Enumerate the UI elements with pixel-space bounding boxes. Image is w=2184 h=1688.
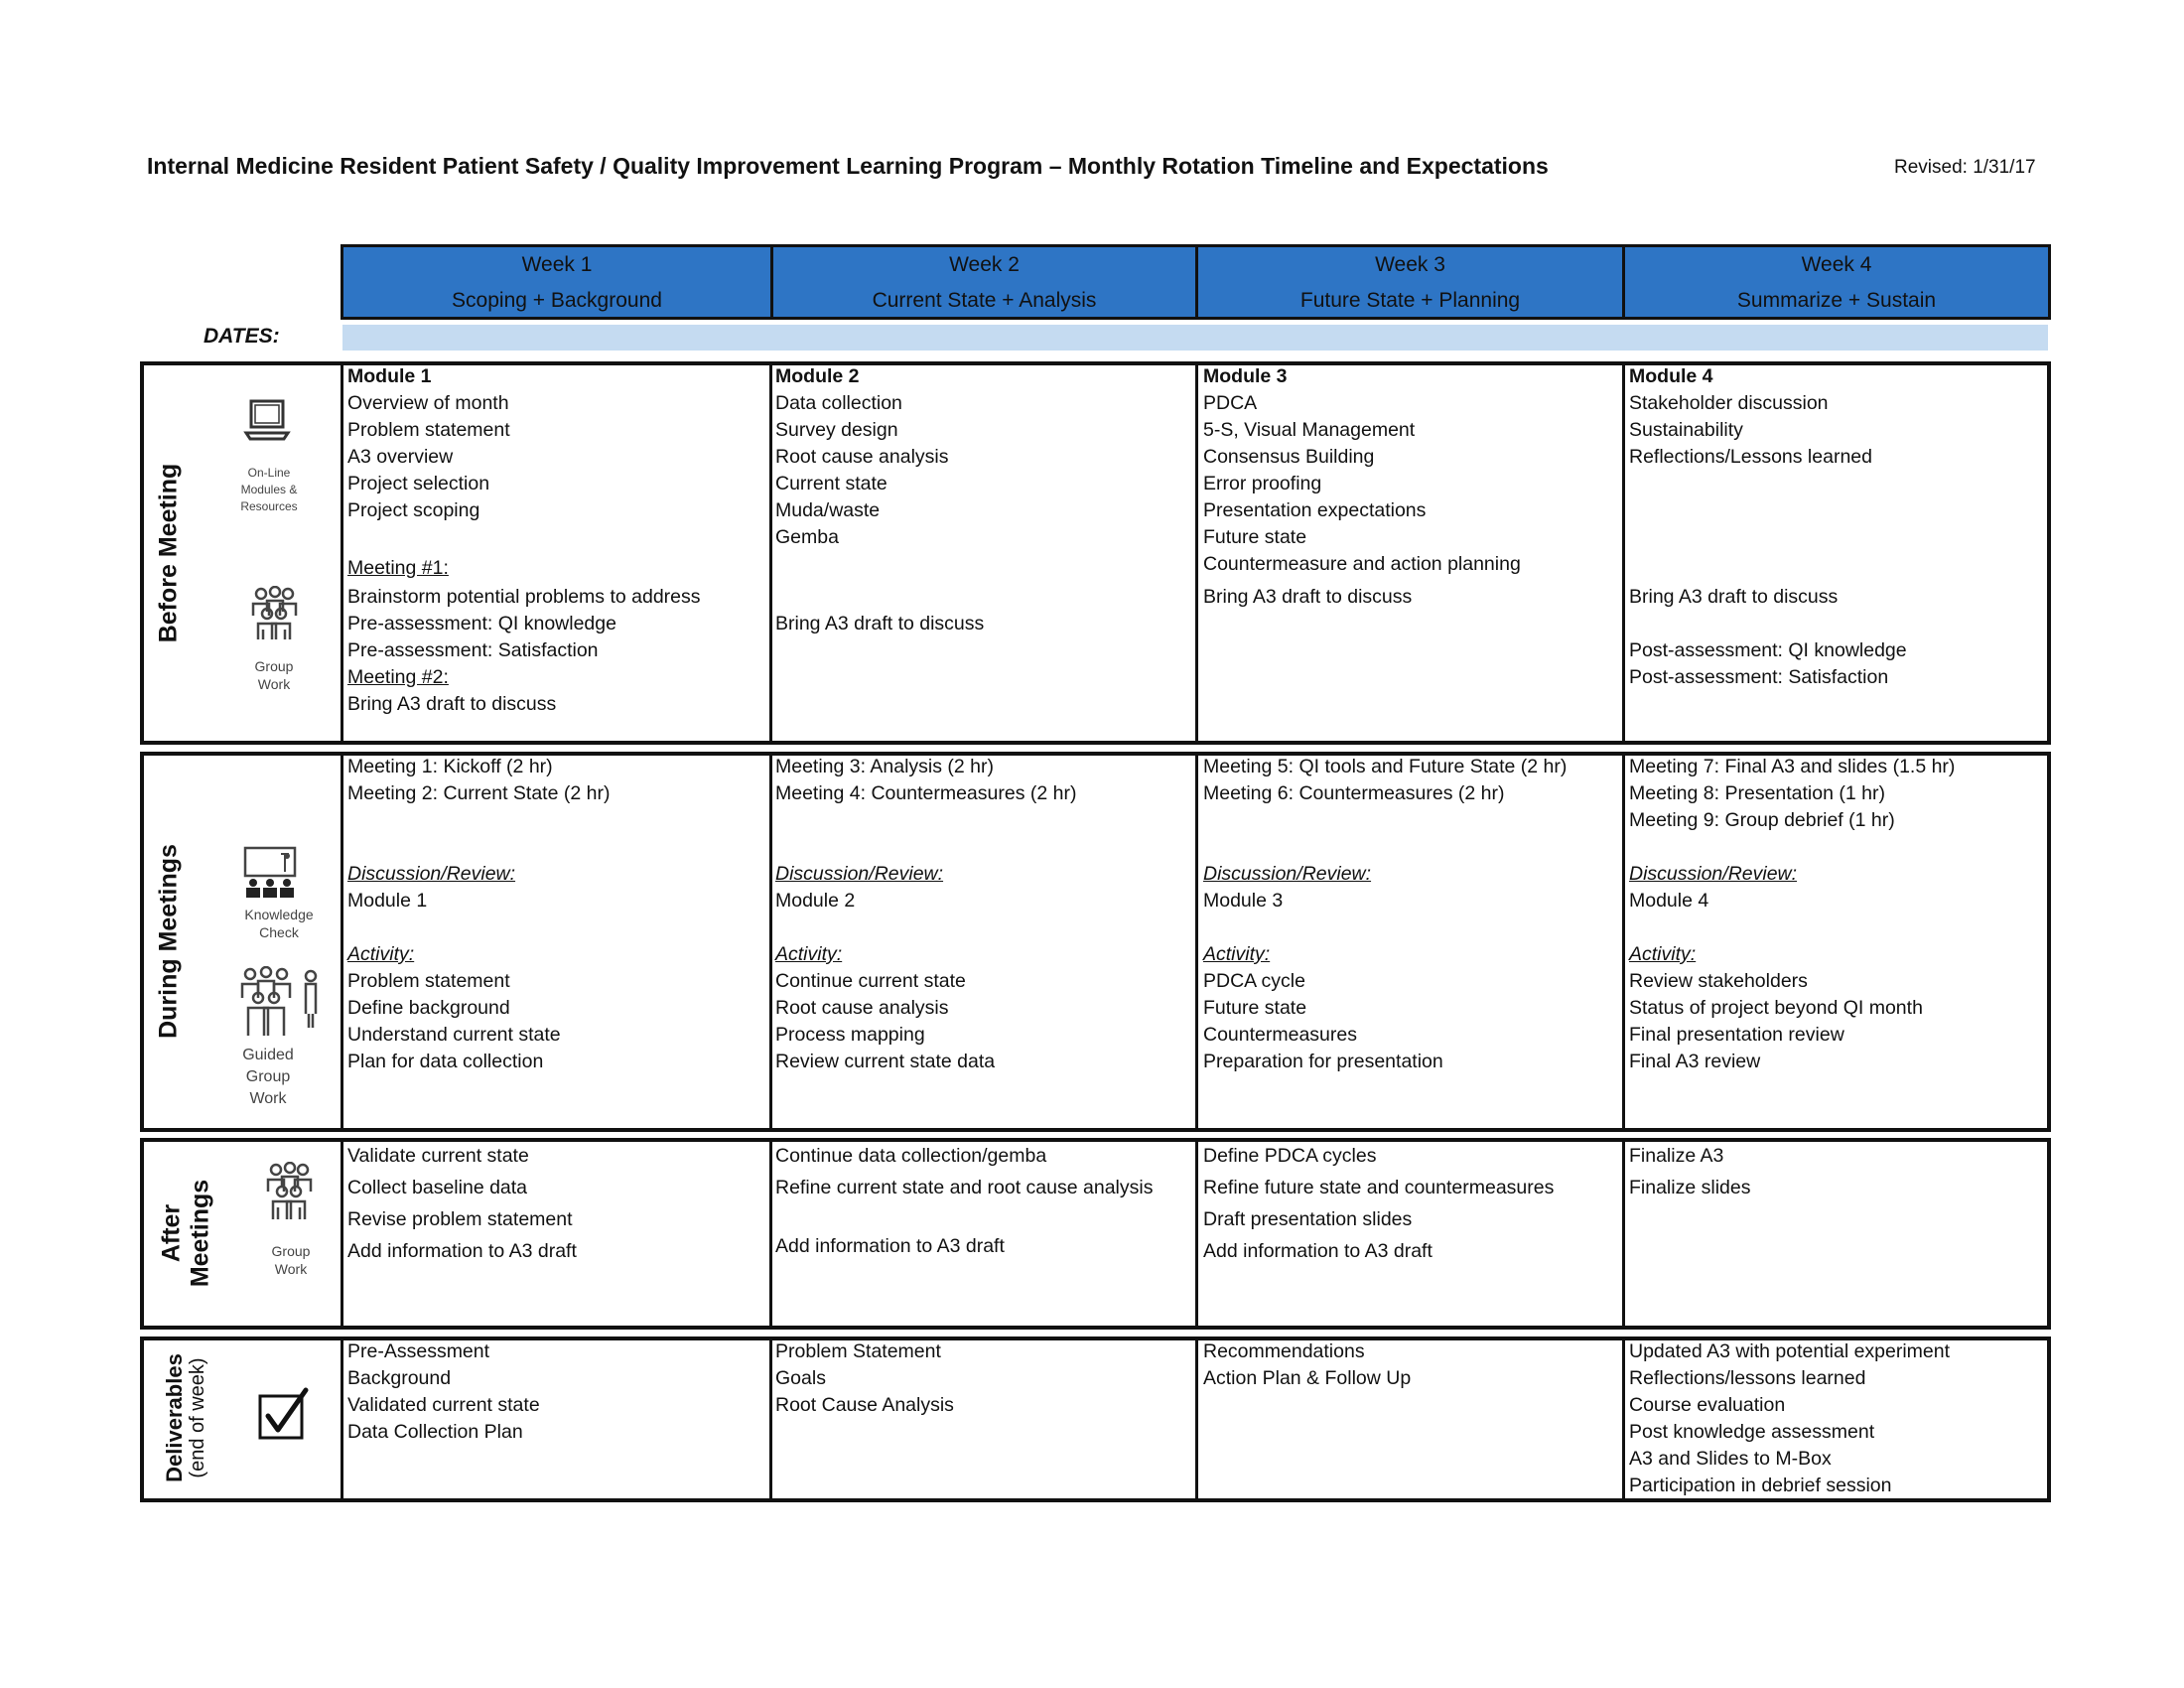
row-label-after-meetings: After Meetings: [157, 1179, 213, 1288]
icon-caption-guided-group-work: Guided Group Work: [242, 1047, 294, 1107]
week-theme: Summarize + Sustain: [1736, 289, 1937, 312]
week-theme: Current State + Analysis: [872, 289, 1097, 312]
column-divider: [1622, 752, 1625, 1132]
before-week4-cell: Module 4 Stakeholder discussion Sustainability Reflections/Lessons learned Bring A3 draft to discuss Post-assessment: QI knowledge Post-assessment: Satisfaction: [1629, 365, 1907, 688]
deliverables-week4-cell: Updated A3 with potential experiment Reflections/lessons learned Course evaluation Post knowledge assessment A3 and Slides to M-Box Participation in debrief session: [1629, 1340, 1951, 1496]
week-header-3: [1195, 244, 1625, 320]
column-divider: [1195, 1336, 1198, 1502]
column-divider: [341, 1336, 343, 1502]
row-label-during-meetings: During Meetings: [154, 844, 183, 1039]
group-icon: [245, 586, 303, 645]
after-week4-cell: Finalize A3 Finalize slides: [1629, 1145, 1751, 1198]
page-title: Internal Medicine Resident Patient Safety / Quality Improvement Learning Program – Monthly Rotation Timeline and Expectations: [147, 153, 1549, 179]
dates-label: DATES:: [204, 325, 280, 348]
during-week2-cell: Meeting 3: Analysis (2 hr) Meeting 4: Countermeasures (2 hr) Discussion/Review: Module 2 Activity: Continue current state Root cause analysis Process mapping Review current state data: [775, 756, 1077, 1072]
column-divider: [769, 1336, 772, 1502]
column-divider: [1195, 1138, 1198, 1330]
column-divider: [1622, 361, 1625, 745]
icon-caption-group-work: Group Work: [254, 658, 294, 692]
revised-date: Revised: 1/31/17: [1894, 157, 2036, 178]
presentation-icon: [241, 846, 299, 900]
week-header-1: [341, 244, 773, 320]
week-header-4: [1622, 244, 2051, 320]
deliverables-week2-cell: Problem Statement Goals Root Cause Analysis: [775, 1340, 954, 1416]
icon-caption-group-work: Group Work: [271, 1243, 311, 1277]
week-theme: Future State + Planning: [1299, 289, 1521, 312]
column-divider: [341, 1138, 343, 1330]
before-week1-cell: Module 1 Overview of month Problem statement A3 overview Project selection Project scoping Meeting #1: Brainstorm potential problems to address Pre-assessment: QI knowledge Pre-assessment: Satisfaction Meeting #2: Bring A3 draft to discuss: [347, 365, 701, 715]
column-divider: [1622, 1138, 1625, 1330]
checkbox-checked-icon: [256, 1386, 312, 1442]
icon-caption-knowledge-check: Knowledge Check: [244, 907, 314, 940]
deliverables-week3-cell: Recommendations Action Plan & Follow Up: [1203, 1340, 1412, 1389]
before-week3-cell: Module 3 PDCA 5-S, Visual Management Consensus Building Error proofing Presentation expectations Future state Countermeasure and action planning Bring A3 draft to discuss: [1203, 365, 1521, 608]
week-label: Week 1: [521, 253, 593, 276]
column-divider: [1622, 1336, 1625, 1502]
column-divider: [1195, 361, 1198, 745]
column-divider: [769, 752, 772, 1132]
column-divider: [1195, 752, 1198, 1132]
week-label: Week 3: [1375, 253, 1445, 276]
dates-bar[interactable]: [342, 325, 2048, 351]
group-icon: [260, 1162, 318, 1225]
row-label-before-meeting: Before Meeting: [154, 463, 183, 643]
before-week2-cell: Module 2 Data collection Survey design Root cause analysis Current state Muda/waste Gemba Bring A3 draft to discuss: [775, 365, 985, 634]
deliverables-week1-cell: Pre-Assessment Background Validated current state Data Collection Plan: [347, 1340, 540, 1443]
week-header-2: [770, 244, 1198, 320]
during-week4-cell: Meeting 7: Final A3 and slides (1.5 hr) Meeting 8: Presentation (1 hr) Meeting 9: Group debrief (1 hr) Discussion/Review: Module 4 Activity: Review stakeholders Status of project beyond QI month Final presentation review Final A3 review: [1629, 756, 1956, 1072]
week-theme: Scoping + Background: [452, 289, 662, 312]
after-week3-cell: Define PDCA cycles Refine future state and countermeasures Draft presentation slides Add information to A3 draft: [1203, 1145, 1555, 1262]
column-divider: [769, 1138, 772, 1330]
column-divider: [341, 752, 343, 1132]
after-week1-cell: Validate current state Collect baseline data Revise problem statement Add information to A3 draft: [347, 1145, 577, 1262]
laptop-icon: [243, 397, 291, 445]
icon-caption-online-modules: On-Line Modules & Resources: [240, 466, 298, 513]
during-week3-cell: Meeting 5: QI tools and Future State (2 hr) Meeting 6: Countermeasures (2 hr) Discussion/Review: Module 3 Activity: PDCA cycle Future state Countermeasures Preparation for presentation: [1203, 756, 1568, 1072]
row-label-deliverables: Deliverables (end of week): [161, 1353, 209, 1482]
after-week2-cell: Continue data collection/gemba Refine current state and root cause analysis Add information to A3 draft: [775, 1145, 1154, 1257]
week-label: Week 4: [1801, 253, 1872, 276]
week-label: Week 2: [949, 253, 1020, 276]
guided-group-icon: [236, 966, 322, 1040]
during-week1-cell: Meeting 1: Kickoff (2 hr) Meeting 2: Current State (2 hr) Discussion/Review: Module 1 Activity: Problem statement Define background Understand current state Plan for data collection: [347, 756, 611, 1072]
column-divider: [769, 361, 772, 745]
column-divider: [341, 361, 343, 745]
